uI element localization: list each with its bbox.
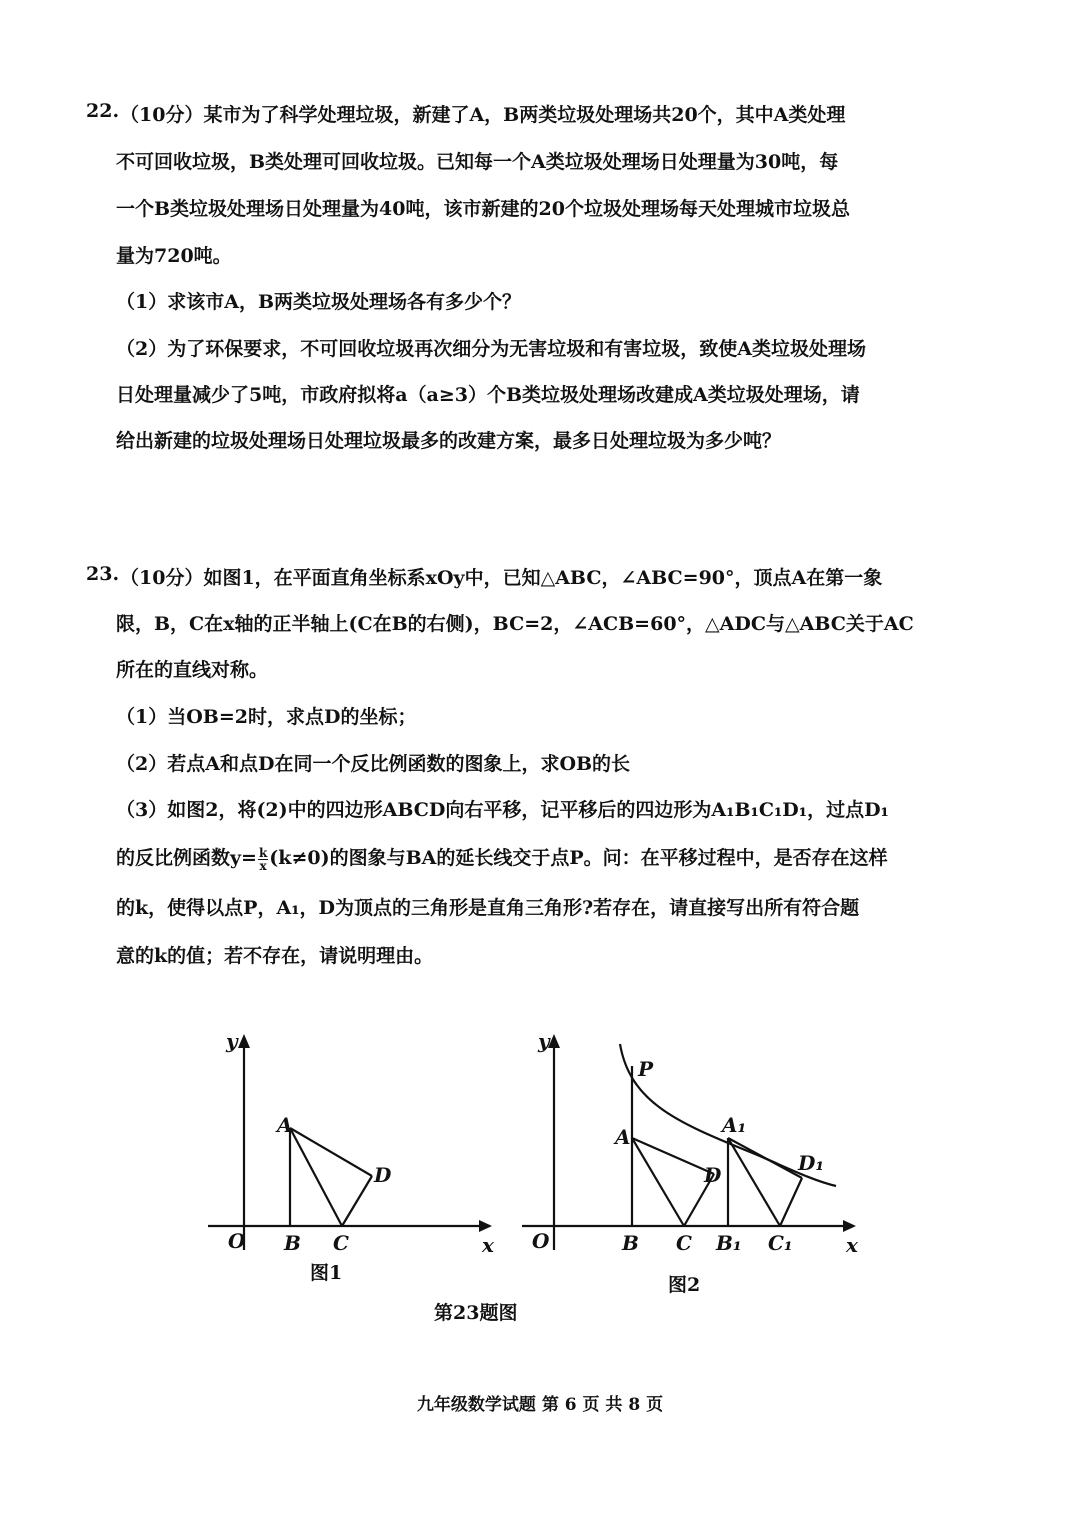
problem-23-part-3-line-3: 的k，使得以点P，A₁，D为顶点的三角形是直角三角形?若存在，请直接写出所有符合题 <box>116 897 860 919</box>
problem-22-part-1: （1）求该市A，B两类垃圾处理场各有多少个？ <box>116 291 522 313</box>
problem-23-part-3-line-4: 意的k的值；若不存在，请说明理由。 <box>116 945 434 967</box>
figures-caption: 第23题图 <box>434 1302 518 1324</box>
problem-22-line-3: 一个B类垃圾处理场日处理量为40吨，该市新建的20个垃圾处理场每天处理城市垃圾总 <box>116 198 850 220</box>
problem-23-line-1: （10分）如图1，在平面直角坐标系xOy中，已知△ABC，∠ABC=90°，顶点A在第一象 <box>120 567 883 589</box>
figure-2-caption: 图2 <box>668 1274 701 1296</box>
fig2-label-D1: D₁ <box>798 1151 825 1175</box>
fig2-label-C1: C₁ <box>768 1231 793 1255</box>
problem-22-part-2-line-1: （2）为了环保要求，不可回收垃圾再次细分为无害垃圾和有害垃圾，致使A类垃圾处理场 <box>116 338 866 360</box>
fig1-x-arrow-icon <box>479 1220 492 1232</box>
problem-22-line-1: （10分）某市为了科学处理垃圾，新建了A，B两类垃圾处理场共20个，其中A类处理 <box>120 104 846 126</box>
fraction-k-over-x <box>258 847 268 872</box>
problem-23-line-3: 所在的直线对称。 <box>116 659 269 681</box>
fig2-label-B: B <box>622 1231 639 1255</box>
fig1-label-B: B <box>284 1231 301 1255</box>
fig1-y-arrow-icon <box>238 1034 250 1048</box>
fig2-segment-AC <box>632 1138 684 1226</box>
problem-23-line-2: 限，B，C在x轴的正半轴上(C在B的右侧)，BC=2，∠ACB=60°，△ADC与△ABC关于AC <box>116 613 914 635</box>
problem-22-line-2: 不可回收垃圾，B类处理可回收垃圾。已知每一个A类垃圾处理场日处理量为30吨，每 <box>116 151 839 173</box>
fig2-label-P: P <box>638 1057 654 1081</box>
problem-23-part-3-line-1: （3）如图2，将(2)中的四边形ABCD向右平移，记平移后的四边形为A₁B₁C₁D₁，过点D₁ <box>116 799 889 821</box>
fig1-label-D: D <box>374 1163 392 1187</box>
fraction-denominator: x <box>259 858 267 873</box>
fig2-label-C: C <box>676 1231 692 1255</box>
fig1-label-A: A <box>277 1113 293 1137</box>
problem-22-part-2-line-2: 日处理量减少了5吨，市政府拟将a（a≥3）个B类垃圾处理场改建成A类垃圾处理场，请 <box>116 384 860 406</box>
fig2-y-arrow-icon <box>548 1034 560 1048</box>
figure-2 <box>518 1020 878 1260</box>
fig1-label-O: O <box>228 1229 246 1253</box>
page-footer: 九年级数学试题 第 6 页 共 8 页 <box>416 1395 664 1415</box>
fig2-segment-AD <box>632 1138 714 1174</box>
figure-1-caption: 图1 <box>310 1262 343 1284</box>
problem-23-part-1: （1）当OB=2时，求点D的坐标； <box>116 706 417 728</box>
figure-1 <box>200 1020 500 1260</box>
problem-23-part-3-line-2-a: 的反比例函数y= <box>116 847 257 869</box>
fig2-label-B1: B₁ <box>716 1231 742 1255</box>
fig2-label-O: O <box>532 1229 550 1253</box>
fig1-label-y: y <box>226 1029 238 1053</box>
fraction-numerator: k <box>258 845 268 860</box>
fig1-segment-CD <box>342 1176 372 1226</box>
problem-23-part-2: （2）若点A和点D在同一个反比例函数的图象上，求OB的长 <box>116 753 631 775</box>
fig2-label-A1: A₁ <box>722 1113 747 1137</box>
problem-22-part-2-line-3: 给出新建的垃圾处理场日处理垃圾最多的改建方案，最多日处理垃圾为多少吨？ <box>116 430 782 452</box>
problem-22-number: 22. <box>86 100 120 122</box>
fig1-label-C: C <box>333 1231 349 1255</box>
problem-22-line-4: 量为720吨。 <box>116 245 232 267</box>
fig2-label-y: y <box>538 1029 550 1053</box>
fig2-label-A: A <box>615 1125 631 1149</box>
problem-23-number: 23. <box>86 563 120 585</box>
fig2-x-arrow-icon <box>843 1220 856 1232</box>
fig2-label-x: x <box>846 1233 858 1257</box>
fig1-label-x: x <box>482 1233 494 1257</box>
figures-area <box>200 1020 880 1324</box>
fig2-segment-C1D1 <box>780 1178 802 1226</box>
problem-23-part-3-line-2 <box>116 843 888 872</box>
fig2-label-D: D <box>704 1163 722 1187</box>
problem-23-part-3-line-2-b: (k≠0)的图象与BA的延长线交于点P。问：在平移过程中，是否存在这样 <box>269 847 888 869</box>
